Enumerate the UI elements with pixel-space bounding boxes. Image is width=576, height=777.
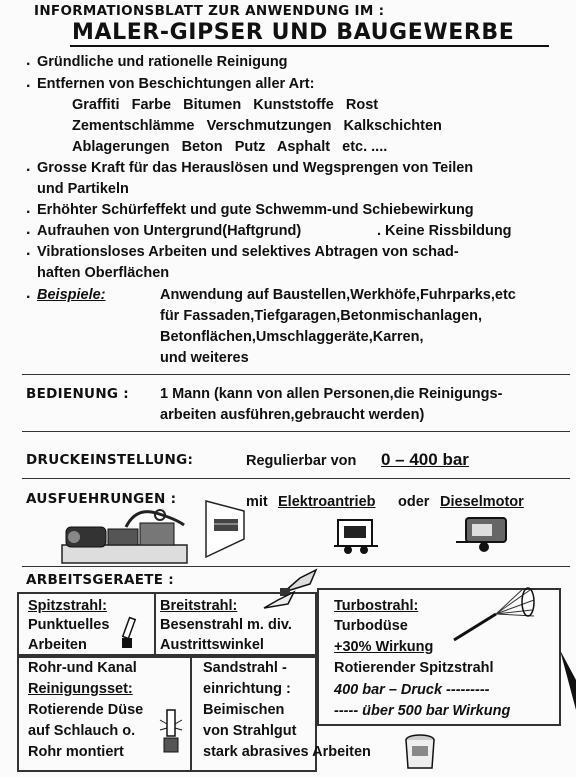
bullet: . xyxy=(26,158,31,175)
title-underline xyxy=(70,45,549,47)
example-line: und weiteres xyxy=(160,350,249,366)
pressure-range: 0 – 400 bar xyxy=(381,450,469,469)
control-panel-icon xyxy=(204,499,248,559)
turbo-text: 400 bar – Druck --------- xyxy=(334,682,490,698)
versions-oder: oder xyxy=(398,494,430,510)
versions-label: AUSFUEHRUNGEN : xyxy=(26,491,177,507)
operation-label: BEDIENUNG : xyxy=(26,386,130,402)
turbo-title: Turbostrahl: xyxy=(334,598,419,614)
feature-item: Gründliche und rationelle Reinigung xyxy=(37,54,288,70)
operation-text: 1 Mann (kann von allen Personen,die Reinigungs- xyxy=(160,386,503,402)
versions-electric: Elektroantrieb xyxy=(278,494,376,510)
turbo-text: Rotierender Spitzstrahl xyxy=(334,660,494,676)
feature-item: Vibrationsloses Arbeiten und selektives Abtragen von schad- xyxy=(37,244,459,260)
examples-label: Beispiele: xyxy=(37,287,106,303)
feature-subline: Zementschlämme Verschmutzungen Kalkschichten xyxy=(72,118,442,134)
divider xyxy=(22,566,570,567)
feature-subline: Graffiti Farbe Bitumen Kunststoffe Rost xyxy=(72,97,379,113)
sand-text: von Strahlgut xyxy=(203,723,297,739)
turbo-text: Turbodüse xyxy=(334,618,408,634)
bullet: . xyxy=(26,74,31,91)
sand-text: Beimischen xyxy=(203,702,285,718)
rohr-text: Rotierende Düse xyxy=(28,702,144,718)
electric-trailer-icon xyxy=(334,518,378,556)
turbo-text: +30% Wirkung xyxy=(334,639,434,655)
breit-text: Austrittswinkel xyxy=(160,637,264,653)
sand-text: einrichtung : xyxy=(203,681,291,697)
electric-pump-icon xyxy=(56,505,201,567)
turbo-text: ----- über 500 bar Wirkung xyxy=(334,703,511,719)
feature-item: Grosse Kraft für das Herauslösen und Wegsprengen von Teilen xyxy=(37,160,474,176)
example-line: Betonflächen,Umschlaggeräte,Karren, xyxy=(160,329,424,345)
bullet: . xyxy=(26,242,31,259)
pressure-text: Regulierbar von xyxy=(246,453,357,469)
tools-box-divider xyxy=(190,656,192,772)
pressure-label: DRUCKEINSTELLUNG: xyxy=(26,452,194,468)
divider xyxy=(22,431,570,432)
turbo-nozzle-icon xyxy=(450,586,536,646)
bullet: . xyxy=(26,285,31,302)
spitz-title: Spitzstrahl: xyxy=(28,598,107,614)
sand-text: Sandstrahl - xyxy=(203,660,287,676)
feature-item: und Partikeln xyxy=(37,181,129,197)
example-line: für Fassaden,Tiefgaragen,Betonmischanlagen, xyxy=(160,308,483,324)
example-line: Anwendung auf Baustellen,Werkhöfe,Fuhrparks,etc xyxy=(160,287,516,303)
rohr-text: Rohr montiert xyxy=(28,744,124,760)
edge-triangle xyxy=(556,650,576,710)
rohr-title: Reinigungsset: xyxy=(28,681,133,697)
bullet: . xyxy=(26,52,31,69)
versions-mit: mit xyxy=(246,494,268,510)
rohr-text: auf Schlauch o. xyxy=(28,723,136,739)
spitz-text: Arbeiten xyxy=(28,637,87,653)
feature-item: Aufrauhen von Untergrund(Haftgrund) xyxy=(37,223,302,239)
document-title: MALER-GIPSER UND BAUGEWERBE xyxy=(72,20,515,45)
feature-item: haften Oberflächen xyxy=(37,265,170,281)
point-nozzle-icon xyxy=(118,616,140,652)
feature-subline: Ablagerungen Beton Putz Asphalt etc. .... xyxy=(72,139,388,155)
breit-title: Breitstrahl: xyxy=(160,598,238,614)
versions-diesel: Dieselmotor xyxy=(440,494,524,510)
fan-nozzle-icon xyxy=(262,590,298,612)
spitz-text: Punktuelles xyxy=(28,617,110,633)
operation-text: arbeiten ausführen,gebraucht werden) xyxy=(160,407,425,423)
feature-item: . Keine Rissbildung xyxy=(377,223,512,239)
breit-text: Besenstrahl m. div. xyxy=(160,617,292,633)
feature-item: Entfernen von Beschichtungen aller Art: xyxy=(37,76,315,92)
rohr-title: Rohr-und Kanal xyxy=(28,660,137,676)
sand-text: stark abrasives Arbeiten xyxy=(203,744,371,760)
pipe-nozzle-icon xyxy=(158,708,184,756)
tools-box-divider xyxy=(154,592,156,656)
tools-label: ARBEITSGERAETE : xyxy=(26,572,175,588)
bullet: . xyxy=(26,200,31,217)
divider xyxy=(22,478,570,479)
sand-container-icon xyxy=(400,732,440,772)
document-subtitle: INFORMATIONSBLATT ZUR ANWENDUNG IM : xyxy=(34,3,385,19)
feature-item: Erhöhter Schürfeffekt und gute Schwemm-und Schiebewirkung xyxy=(37,202,474,218)
bullet: . xyxy=(26,221,31,238)
divider xyxy=(22,374,570,375)
diesel-trailer-icon xyxy=(456,516,512,554)
